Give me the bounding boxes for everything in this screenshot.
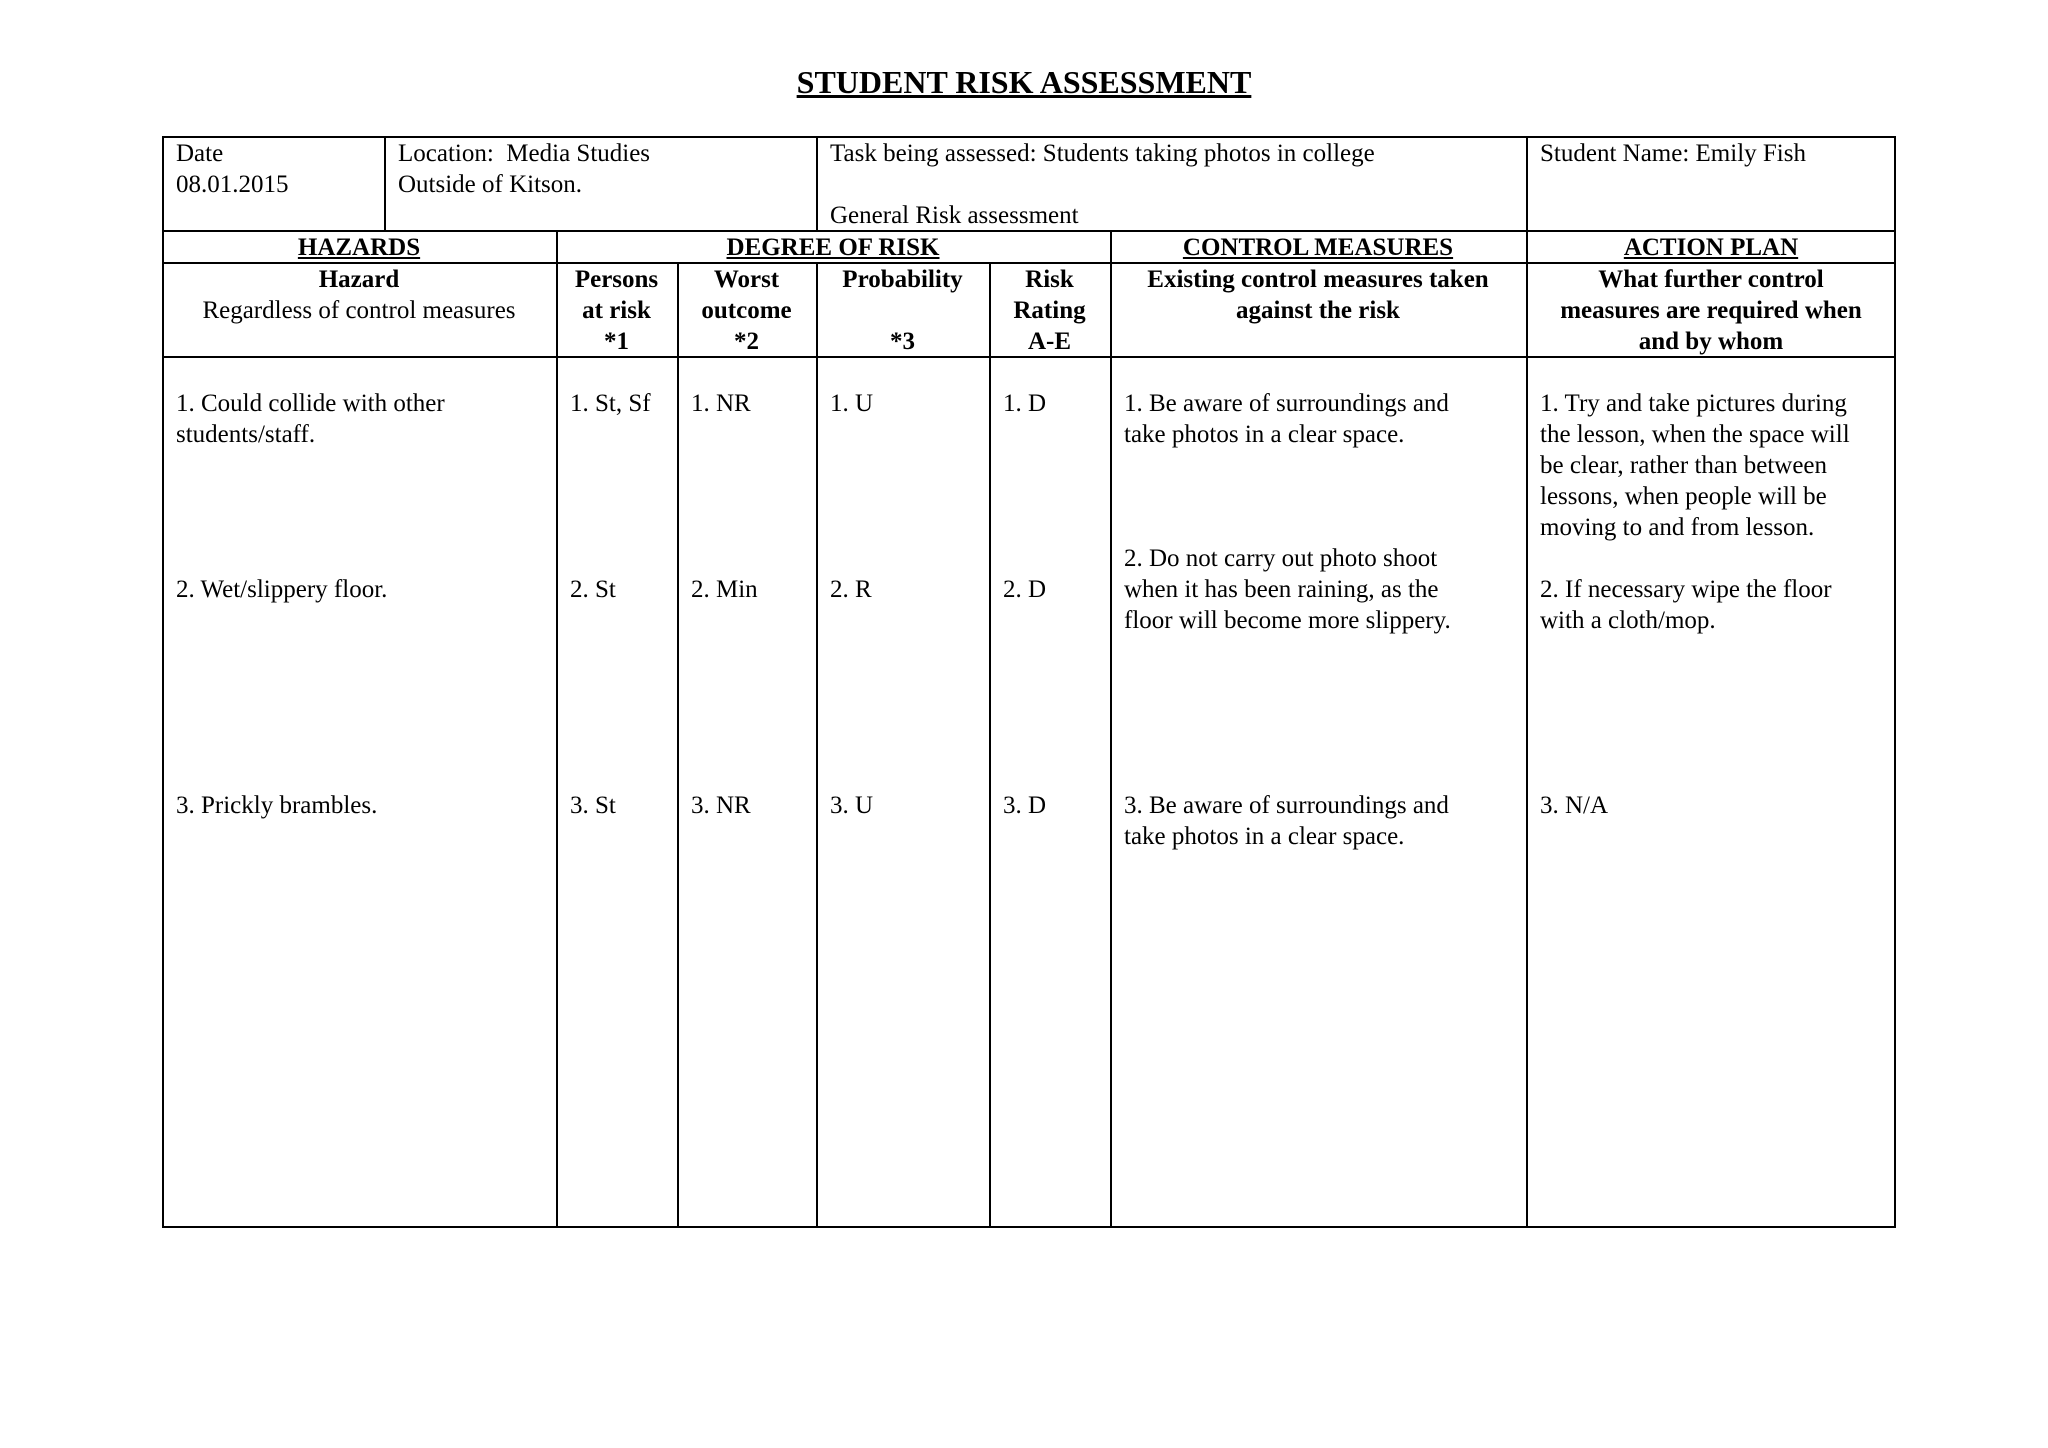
col-risk-rating: Risk Rating A-E bbox=[1013, 266, 1086, 355]
task-line2: General Risk assessment bbox=[830, 202, 1079, 229]
row2-control: 2. Do not carry out photo shoot when it has been raining, as the floor will become more slippery. bbox=[1124, 545, 1451, 634]
section-degree-of-risk: DEGREE OF RISK bbox=[726, 234, 940, 261]
date-value: 08.01.2015 bbox=[176, 171, 289, 198]
row1-risk: 1. D bbox=[1003, 390, 1047, 417]
row1-persons: 1. St, Sf bbox=[570, 390, 651, 417]
page-title: STUDENT RISK ASSESSMENT bbox=[796, 64, 1252, 100]
row3-hazard: 3. Prickly brambles. bbox=[176, 792, 378, 819]
row2-hazard: 2. Wet/slippery floor. bbox=[176, 576, 388, 603]
section-control-measures: CONTROL MEASURES bbox=[1182, 234, 1454, 261]
col-existing-controls: Existing control measures taken against the risk bbox=[1147, 266, 1489, 324]
student-name: Student Name: Emily Fish bbox=[1540, 140, 1806, 167]
col-hazard-title: Hazard bbox=[318, 266, 400, 293]
row2-worst: 2. Min bbox=[691, 576, 758, 603]
row1-probability: 1. U bbox=[830, 390, 874, 417]
row1-hazard: 1. Could collide with other students/staff. bbox=[176, 390, 445, 448]
row3-persons: 3. St bbox=[570, 792, 616, 819]
col-further-controls: What further control measures are required when and by whom bbox=[1560, 266, 1862, 355]
section-action-plan: ACTION PLAN bbox=[1623, 234, 1799, 261]
row3-control: 3. Be aware of surroundings and take photos in a clear space. bbox=[1124, 792, 1449, 850]
date-label: Date bbox=[176, 140, 224, 167]
col-persons-at-risk: Persons at risk *1 bbox=[574, 266, 659, 355]
col-probability: Probability bbox=[842, 266, 963, 293]
row2-probability: 2. R bbox=[830, 576, 872, 603]
col-probability-note: *3 bbox=[890, 328, 915, 355]
location-line2: Outside of Kitson. bbox=[398, 171, 583, 198]
task-line1: Task being assessed: Students taking photos in college bbox=[830, 140, 1375, 167]
row1-worst: 1. NR bbox=[691, 390, 751, 417]
row3-worst: 3. NR bbox=[691, 792, 751, 819]
row1-action: 1. Try and take pictures during the lesson, when the space will be clear, rather than between lessons, when people will be moving to and from lesson. bbox=[1540, 390, 1850, 541]
row3-risk: 3. D bbox=[1003, 792, 1047, 819]
row2-action: 2. If necessary wipe the floor with a cloth/mop. bbox=[1540, 576, 1832, 634]
col-hazard-sub: Regardless of control measures bbox=[202, 297, 516, 324]
row2-risk: 2. D bbox=[1003, 576, 1047, 603]
row2-persons: 2. St bbox=[570, 576, 616, 603]
col-worst-outcome: Worst outcome *2 bbox=[701, 266, 792, 355]
section-hazards: HAZARDS bbox=[297, 234, 421, 261]
row1-control: 1. Be aware of surroundings and take photos in a clear space. bbox=[1124, 390, 1449, 448]
row3-probability: 3. U bbox=[830, 792, 874, 819]
location-line1: Location: Media Studies bbox=[398, 140, 651, 167]
row3-action: 3. N/A bbox=[1540, 792, 1609, 819]
